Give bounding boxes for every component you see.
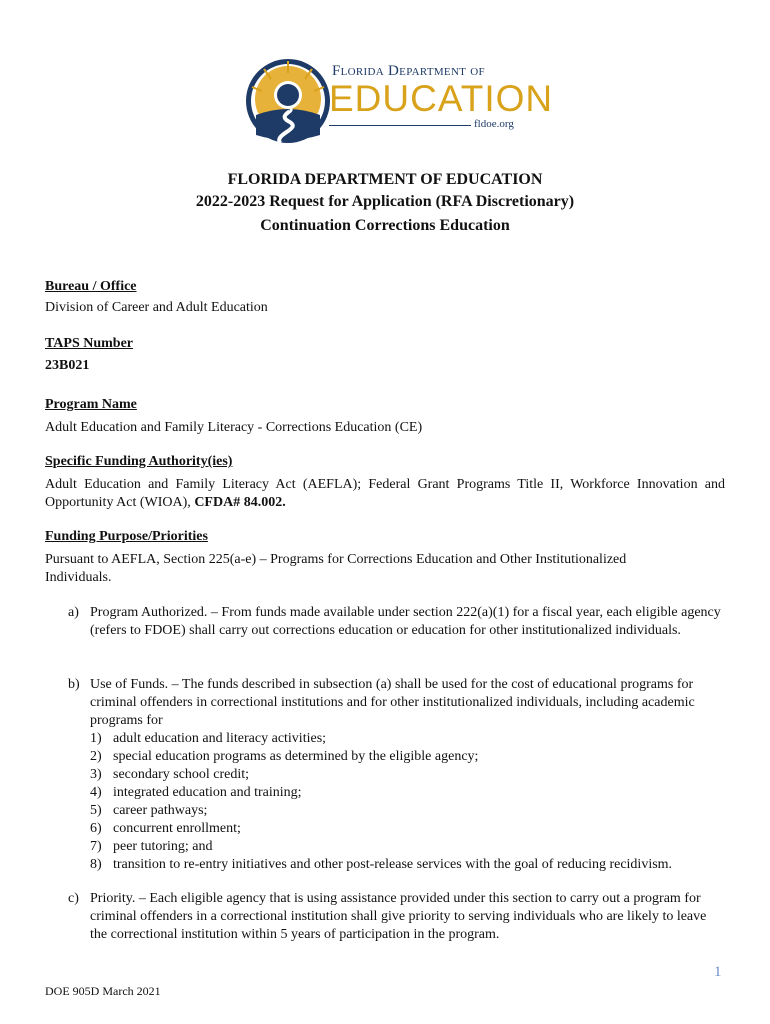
document-title-line-2: 2022-2023 Request for Application (RFA Discretionary) — [195, 193, 575, 210]
use-of-funds-list — [90, 730, 723, 874]
logo-text-top: Florida Department of — [332, 63, 485, 79]
taps-label: TAPS Number — [45, 336, 134, 351]
item-c — [68, 890, 723, 944]
list-item: 3) secondary school credit; — [90, 767, 250, 782]
list-item: 6) concurrent enrollment; — [90, 821, 241, 836]
item-b-marker: b) — [68, 677, 80, 692]
funding-purpose-label: Funding Purpose/Priorities — [45, 529, 208, 544]
program-name-label: Program Name — [45, 397, 137, 412]
bureau-value: Division of Career and Adult Education — [45, 300, 268, 315]
list-item: 4) integrated education and training; — [90, 785, 302, 800]
item-b — [68, 676, 723, 874]
item-a-text: Program Authorized. – From funds made available under section 222(a)(1) for a fiscal year, each eligible agency (refers to FDOE) shall carry out corrections education or education for other institutionalized individuals. — [90, 605, 721, 638]
item-a — [68, 604, 723, 640]
cfda-number: CFDA# 84.002. — [194, 495, 286, 510]
fldoe-logo — [244, 55, 554, 147]
logo-url: fldoe.org — [474, 118, 514, 130]
item-c-marker: c) — [68, 891, 79, 906]
item-a-marker: a) — [68, 605, 79, 620]
document-title-line-3: Continuation Corrections Education — [260, 217, 510, 234]
list-item: 7) peer tutoring; and — [90, 839, 213, 854]
funding-authority-text: Adult Education and Family Literacy Act (AEFLA); Federal Grant Programs Title II, Workforce Innovation and Opportunity Act (WIOA), CFDA# 84.002. — [45, 477, 725, 510]
footer-form-id: DOE 905D March 2021 — [45, 984, 161, 998]
funding-authority-label: Specific Funding Authority(ies) — [45, 454, 233, 469]
list-item: 8) transition to re-entry initiatives and other post-release services with the goal of reducing recidivism. — [90, 857, 673, 872]
list-item: 1) adult education and literacy activities; — [90, 731, 327, 746]
logo-divider — [329, 125, 471, 126]
item-b-text: Use of Funds. – The funds described in subsection (a) shall be used for the cost of educational programs for criminal offenders in correctional institutions and for other institutionalized individuals, including academic programs for — [90, 677, 695, 728]
program-name-value: Adult Education and Family Literacy - Corrections Education (CE) — [45, 420, 423, 435]
page-number: 1 — [714, 964, 722, 980]
list-item: 2) special education programs as determined by the eligible agency; — [90, 749, 479, 764]
logo-text-education: EDUCATION — [329, 78, 554, 119]
item-c-text: Priority. – Each eligible agency that is using assistance provided under this section to carry out a program for criminal offenders in a correctional institution shall give priority to serving individuals who are likely to leave the correctional institution within 5 years of participation in the program. — [90, 891, 707, 942]
list-item: 5) career pathways; — [90, 803, 208, 818]
funding-purpose-intro: Pursuant to AEFLA, Section 225(a-e) – Programs for Corrections Education and Other Institutionalized Individuals. — [45, 552, 627, 585]
sun-river-emblem-icon — [244, 55, 334, 147]
taps-value: 23B021 — [45, 358, 90, 373]
document-title-line-1: FLORIDA DEPARTMENT OF EDUCATION — [227, 171, 543, 188]
bureau-label: Bureau / Office — [45, 279, 137, 294]
